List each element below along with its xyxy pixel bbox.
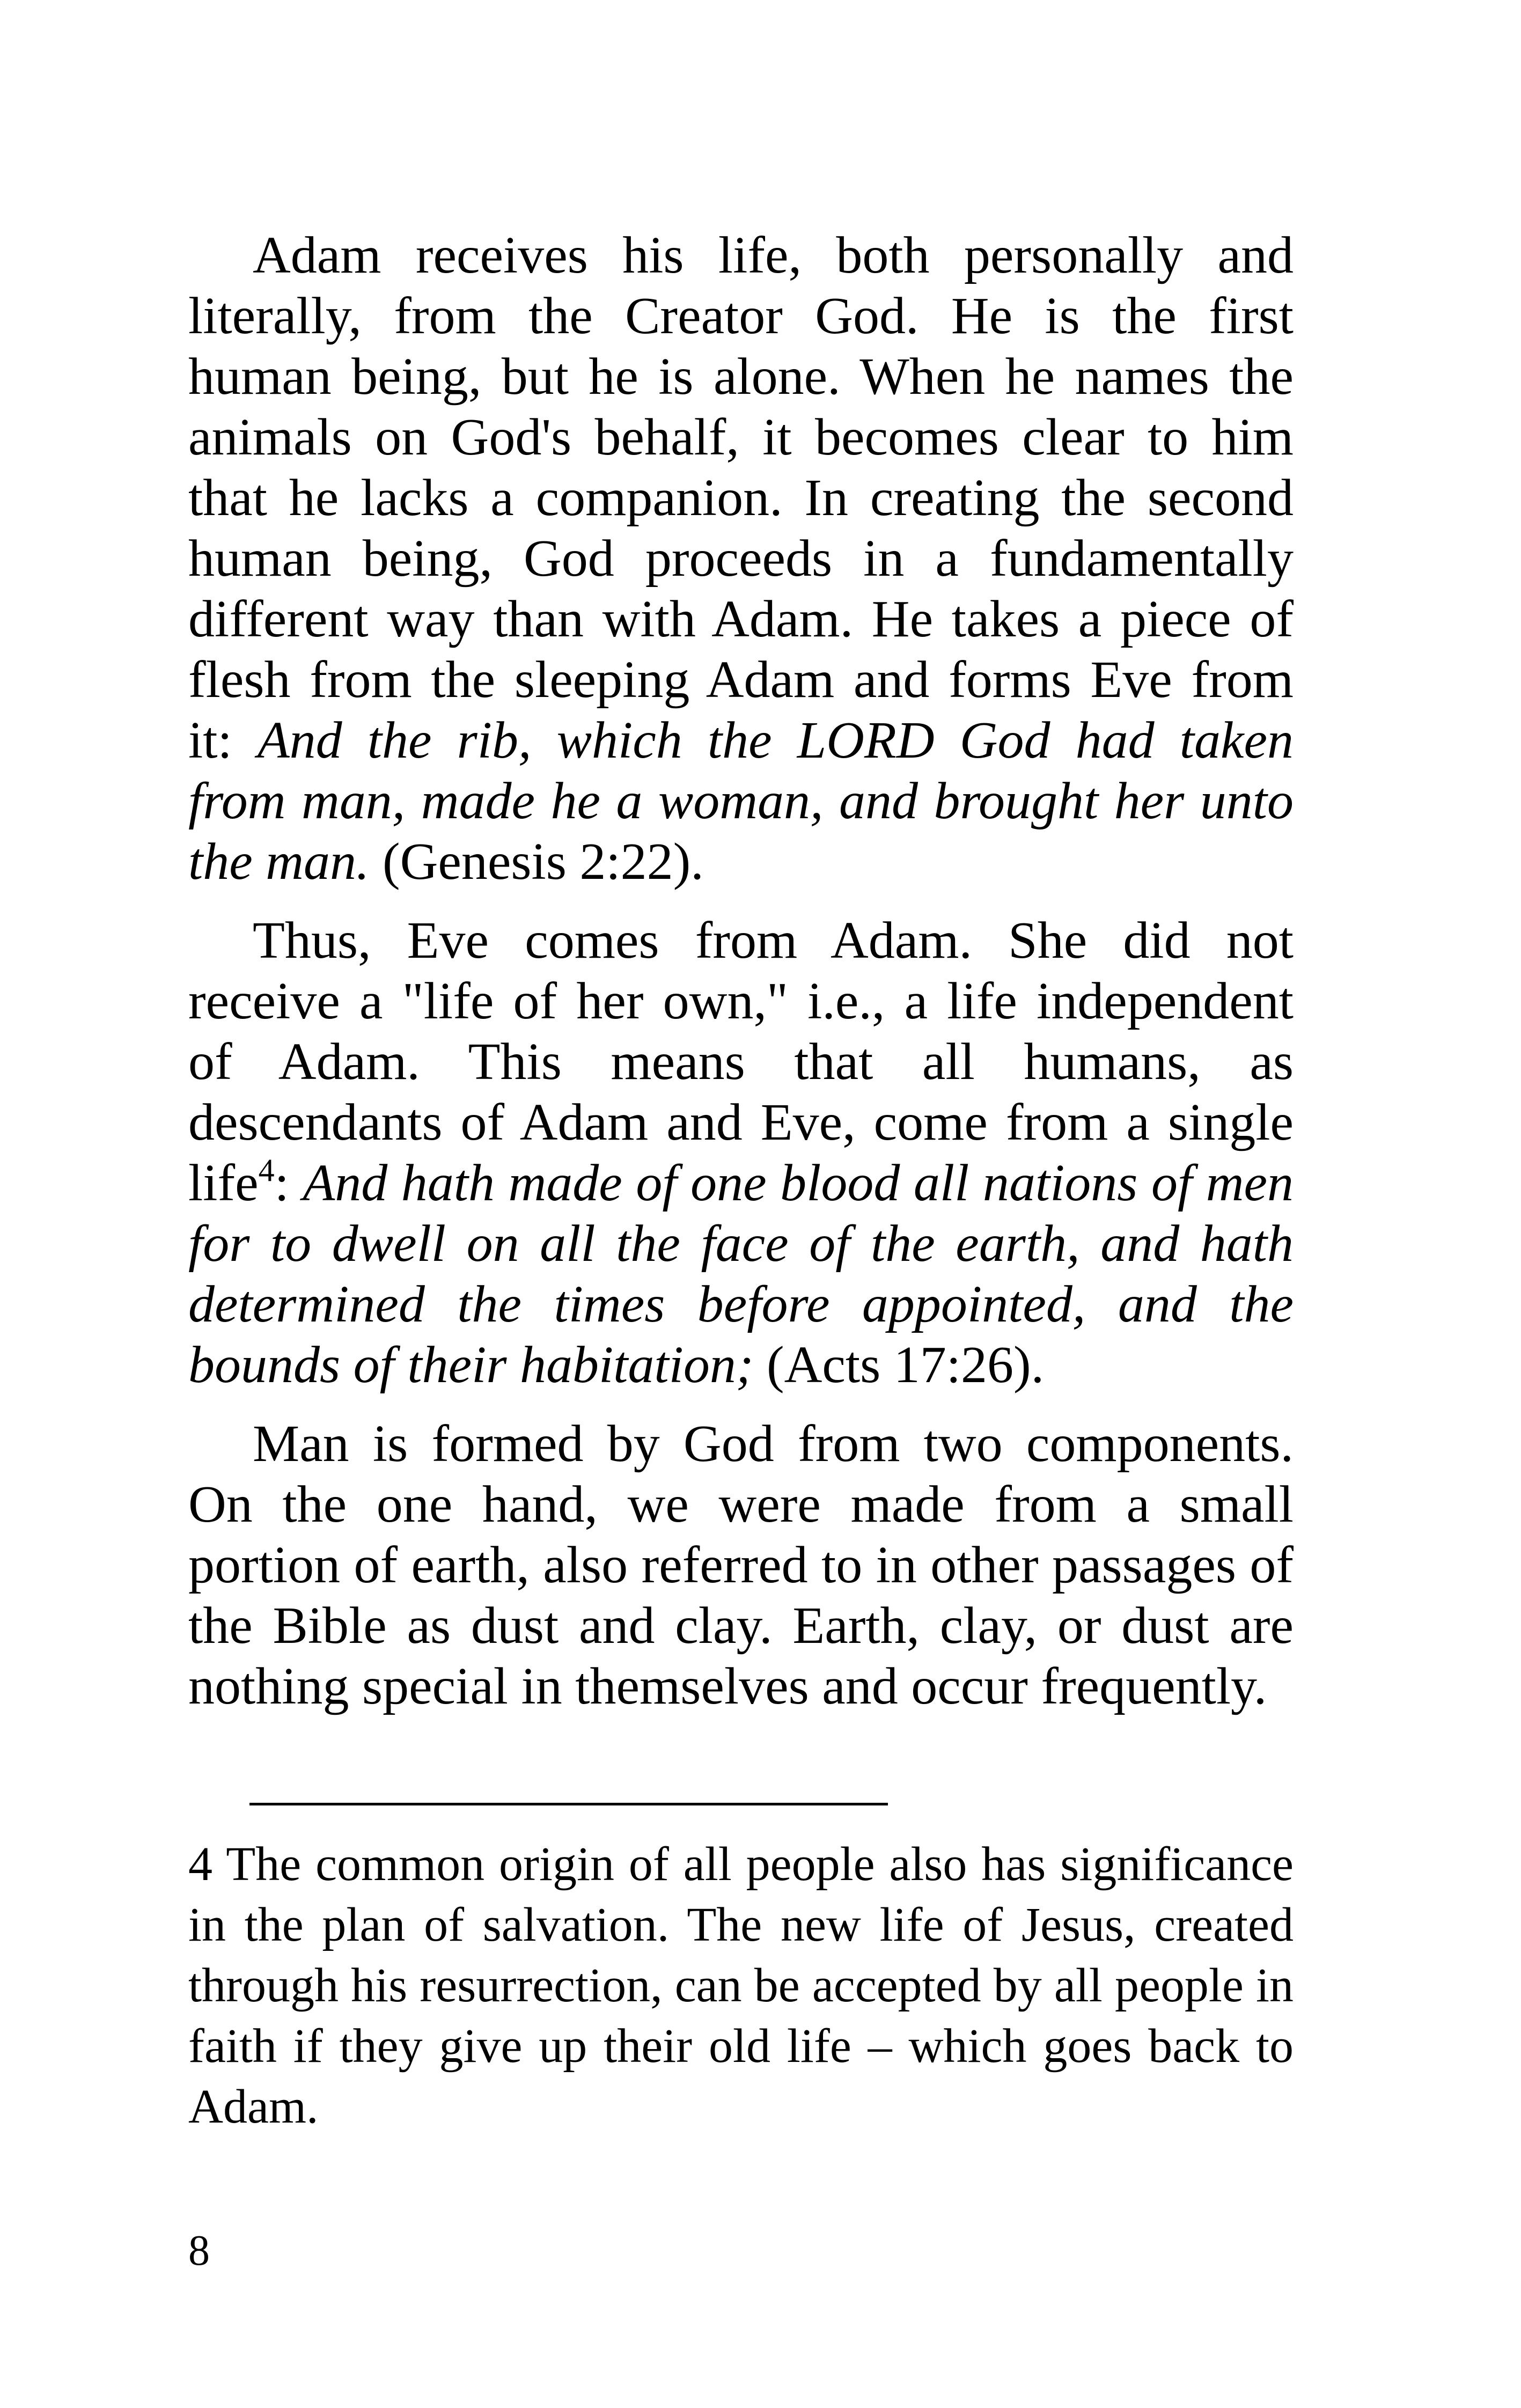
paragraph-3-text: Man is formed by God from two components. On the one hand, we were made from a small portion of earth, also referred to in other passages of the Bible as dust and clay. Earth, clay, or dust are nothing special in themselves and occur frequently. <box>188 1415 1294 1715</box>
paragraph-3 <box>188 1414 1294 1717</box>
citation-acts: (Acts 17:26). <box>753 1336 1045 1394</box>
paragraph-2 <box>188 911 1294 1396</box>
paragraph-2-colon: : <box>274 1154 303 1212</box>
scripture-quote-acts: And hath made of one blood all nations of men for to dwell on all the face of the earth, and hath determined the times before appointed, and the bounds of their habitation; <box>188 1154 1294 1394</box>
footnote-4: 4 The common origin of all people also has significance in the plan of salvation. The new life of Jesus, created through his resurrection, can be accepted by all people in faith if they give up their old life – which goes back to Adam. <box>188 1838 1294 2133</box>
footnote-separator <box>249 1803 888 1805</box>
scripture-quote-genesis: And the rib, which the LORD God had taken from man, made he a woman, and brought her unto the man. <box>188 711 1294 891</box>
paragraph-1 <box>188 225 1294 892</box>
page-number: 8 <box>188 2227 210 2274</box>
citation-genesis: (Genesis 2:22). <box>369 833 704 891</box>
footnote-reference[interactable]: 4 <box>258 1152 275 1188</box>
main-text <box>188 225 1294 1717</box>
paragraph-1-text-a: Adam receives his life, both personally and literally, from the Creator God. He is the first human being, but he is alone. When he names the animals on God's behalf, it becomes clear to him that he lacks a companion. In creating the second human being, God proceeds in a fundamentally different way than with Adam. He takes a piece of flesh from the sleeping Adam and forms Eve from it: <box>188 226 1294 769</box>
paragraph-2-text-a: Thus, Eve comes from Adam. She did not receive a "life of her own," i.e., a life independent of Adam. This means that all humans, as descendants of Adam and Eve, come from a single life <box>188 912 1294 1212</box>
